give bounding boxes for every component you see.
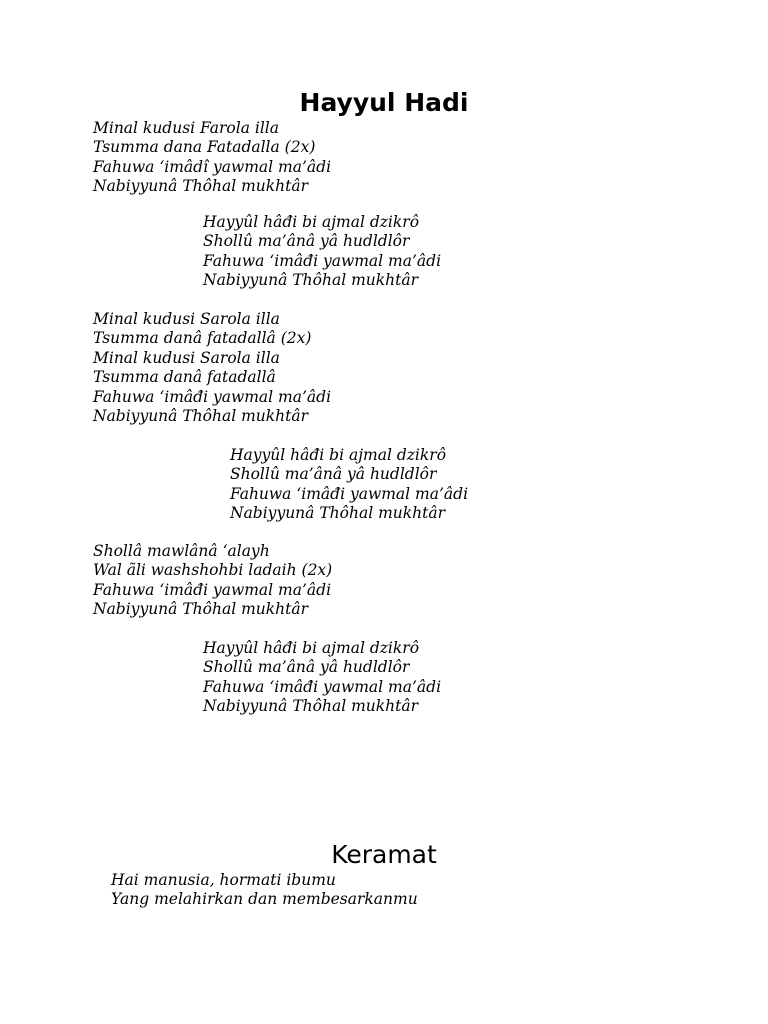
lyric-line: Shollû ma’ânâ yâ hudldlôr <box>230 465 437 484</box>
lyric-line: Minal kudusi Farola illa <box>93 119 279 137</box>
verse-stanza <box>93 310 331 426</box>
lyric-line: Fahuwa ‘imâđi yawmal ma’âdi <box>230 484 469 503</box>
lyric-line: Fahuwa ‘imâđi yawmal ma’âdi <box>203 677 442 696</box>
verse-stanza <box>93 542 332 620</box>
lyric-line: Minal kudusi Sarola illa <box>93 310 280 328</box>
lyric-line: Shollû ma’ânâ yâ hudldlôr <box>203 658 410 677</box>
lyric-line: Nabiyyunâ Thôhal mukhtâr <box>93 177 309 196</box>
chorus-stanza <box>203 639 441 717</box>
lyric-line: Tsumma danâ fatadallâ <box>93 368 276 387</box>
lyric-line: Fahuwa ‘imâdî yawmal ma’âdi <box>93 157 332 176</box>
lyric-line: Shollû ma’ânâ yâ hudldlôr <box>203 232 410 251</box>
lyric-line: Nabiyyunâ Thôhal mukhtâr <box>203 271 419 290</box>
lyric-line: Hayyûl hâđi bi ajmal dzikrô <box>203 213 420 231</box>
lyric-line: Tsumma dana Fatadalla (2x) <box>93 138 316 157</box>
lyric-line: Shollâ mawlânâ ‘alayh <box>93 542 270 560</box>
lyric-line: Hai manusia, hormati ibumu <box>111 871 336 889</box>
song-title: Hayyul Hadi <box>299 88 469 117</box>
chorus-stanza <box>230 446 468 524</box>
lyric-line: Fahuwa ‘imâđi yawmal ma’âdi <box>93 580 332 599</box>
lyric-line: Fahuwa ‘imâđi yawmal ma’âdi <box>93 387 332 406</box>
lyric-line: Yang melahirkan dan membesarkanmu <box>111 890 418 909</box>
lyric-line: Nabiyyunâ Thôhal mukhtâr <box>93 600 309 619</box>
lyric-line: Fahuwa ‘imâđi yawmal ma’âdi <box>203 251 442 270</box>
song-title: Keramat <box>331 840 437 869</box>
lyric-line: Hayyûl hâđi bi ajmal dzikrô <box>230 446 447 464</box>
lyric-line: Nabiyyunâ Thôhal mukhtâr <box>93 407 309 426</box>
lyric-line: Hayyûl hâđi bi ajmal dzikrô <box>203 639 420 657</box>
lyric-line: Minal kudusi Sarola illa <box>93 348 280 367</box>
verse-stanza <box>111 871 418 910</box>
lyric-line: Nabiyyunâ Thôhal mukhtâr <box>230 504 446 523</box>
lyric-line: Nabiyyunâ Thôhal mukhtâr <box>203 697 419 716</box>
lyric-line: Tsumma danâ fatadallâ (2x) <box>93 329 312 348</box>
chorus-stanza <box>203 213 441 291</box>
lyric-line: Wal ãli washshohbi ladaih (2x) <box>93 561 333 580</box>
verse-stanza <box>93 119 331 197</box>
